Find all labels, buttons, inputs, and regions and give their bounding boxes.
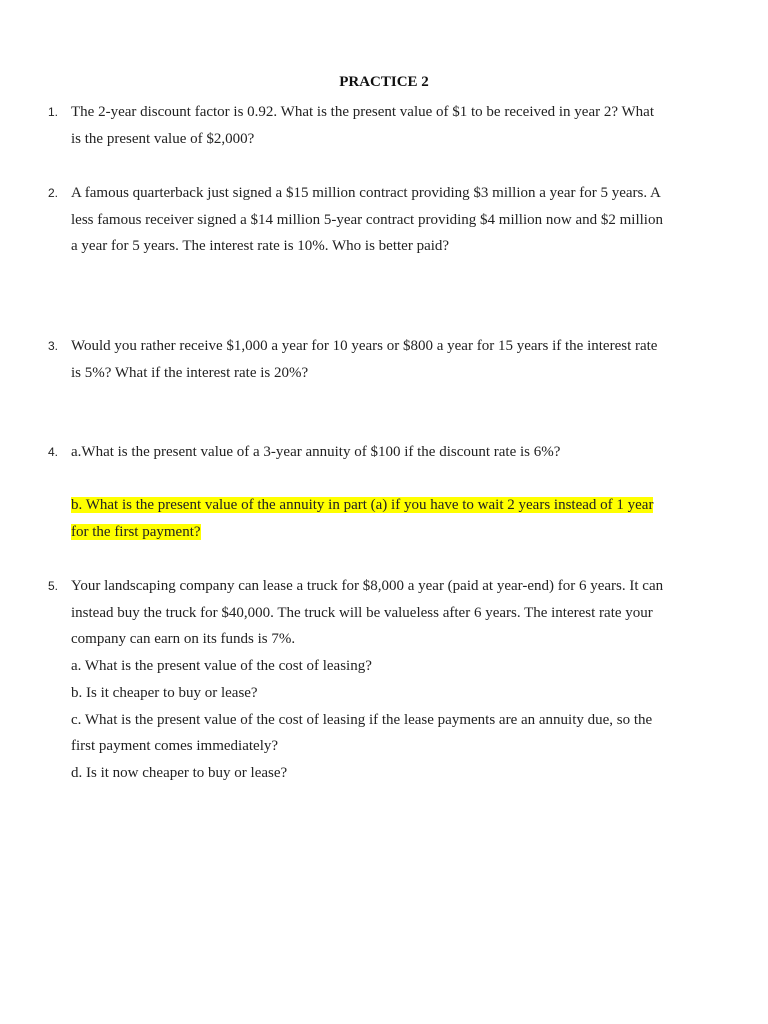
highlighted-text: b. What is the present value of the annuity in part (a) if you have to wait 2 years instead of 1 year for the first payment? (71, 497, 654, 541)
sub-question-b: b. Is it cheaper to buy or lease? (71, 684, 258, 701)
question-paragraph: The 2-year discount factor is 0.92. What is the present value of $1 to be received in year 2? What is the present value of $2,000? (71, 104, 654, 147)
question-number: 4. (48, 445, 59, 459)
sub-question-c: c. What is the present value of the cost of leasing if the lease payments are an annuity due, so the first payment comes immediately? (71, 711, 653, 755)
question-paragraph: Would you rather receive $1,000 a year for 10 years or $800 a year for 15 years if the interest rate is 5%? What if the interest rate is 20%? (71, 338, 658, 381)
question-text (71, 99, 667, 152)
sub-question-a: a. What is the present value of the cost of leasing? (71, 658, 372, 675)
question-paragraph: a.What is the present value of a 3-year annuity of $100 if the discount rate is 6%? (71, 444, 561, 460)
question-number: 3. (48, 339, 59, 353)
highlighted-paragraph (71, 492, 667, 545)
question-text (71, 333, 667, 386)
page-title: PRACTICE 2 (339, 74, 429, 90)
question-number: 5. (48, 579, 59, 593)
sub-question-d: d. Is it now cheaper to buy or lease? (71, 764, 288, 781)
question-text (71, 180, 667, 260)
question-number: 1. (48, 105, 59, 119)
question-number: 2. (48, 186, 59, 200)
question-text (71, 573, 667, 787)
question-paragraph: A famous quarterback just signed a $15 million contract providing $3 million a year for 5 years. A less famous receiver signed a $14 million 5-year contract providing $4 million now and $2 million a year for 5 years. The interest rate is 10%. Who is better paid? (71, 185, 663, 255)
question-paragraph: Your landscaping company can lease a truck for $8,000 a year (paid at year-end) for 6 years. It can instead buy the truck for $40,000. The truck will be valueless after 6 years. The interest rate your company can earn on its funds is 7%. (71, 578, 664, 648)
question-text (71, 439, 667, 546)
